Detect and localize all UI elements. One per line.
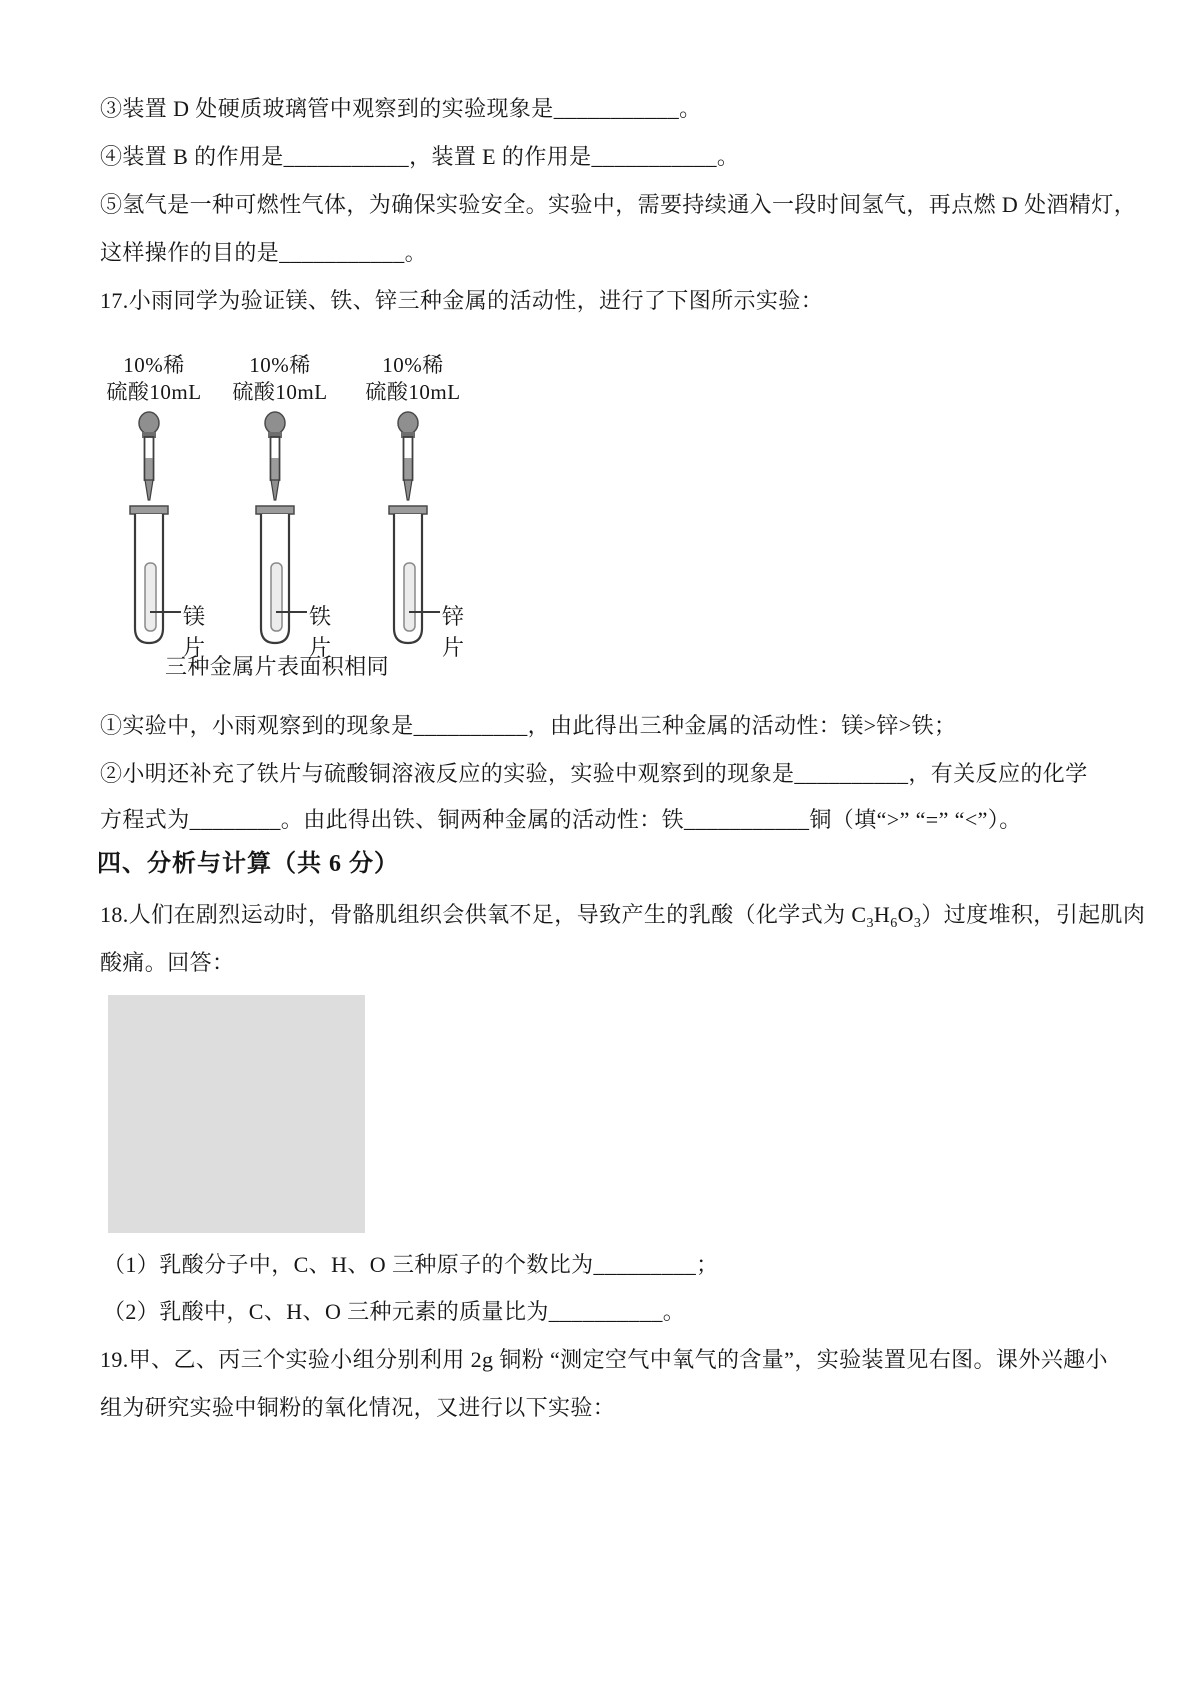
q16-item5-line2: 这样操作的目的是___________。 xyxy=(100,240,428,265)
photo-sky-background xyxy=(108,995,365,1233)
q17-sub1-text: ①实验中，小雨观察到的现象是__________，由此得出三种金属的活动性：镁>锌>铁； xyxy=(100,713,957,738)
q18-stem-pre: 18.人们在剧烈运动时，骨骼肌组织会供氧不足，导致产生的乳酸（化学式为 C xyxy=(100,902,867,927)
metal-activity-experiment-diagram xyxy=(100,350,540,660)
formula-subscript: 3 xyxy=(866,916,874,931)
reagent-label: 10%稀 硫酸10mL xyxy=(106,353,202,404)
q18-part1-text: （1）乳酸分子中，C、H、O 三种原子的个数比为_________； xyxy=(103,1252,719,1277)
q18-stem-post: ）过度堆积，引起肌肉 xyxy=(921,902,1146,927)
q16-item3-text: ③装置 D 处硬质玻璃管中观察到的实验现象是___________。 xyxy=(100,96,702,121)
diagram-caption: 三种金属片表面积相同 xyxy=(165,654,390,679)
formula-h: H xyxy=(873,902,891,927)
q18-stem-line1 xyxy=(100,901,1145,938)
q17-sub2-line2: 方程式为________。由此得出铁、铜两种金属的活动性：铁___________铜（填“>” “=” “<”）。 xyxy=(100,807,1022,832)
q19-line2-text: 组为研究实验中铜粉的氧化情况，又进行以下实验： xyxy=(100,1395,616,1420)
q16-item5-line1: ⑤氢气是一种可燃性气体，为确保实验安全。实验中，需要持续通入一段时间氢气，再点燃 D 处酒精灯， xyxy=(100,192,1137,217)
reagent-label: 10%稀 硫酸10mL xyxy=(232,353,328,404)
test-tube-column-iron xyxy=(215,350,335,660)
reagent-label: 10%稀 硫酸10mL xyxy=(365,353,461,404)
metal-strip-label: 镁片 xyxy=(183,604,208,660)
q18-stem-line2: 酸痛。回答： xyxy=(100,950,235,975)
q17-stem-text: 17.小雨同学为验证镁、铁、锌三种金属的活动性，进行了下图所示实验： xyxy=(100,288,824,313)
q16-item4-text: ④装置 B 的作用是___________，装置 E 的作用是___________。 xyxy=(100,144,740,169)
metal-strip-label: 锌片 xyxy=(442,604,467,660)
formula-subscript: 6 xyxy=(890,916,898,931)
metal-strip-label: 铁片 xyxy=(309,604,334,660)
q19-line1-text: 19.甲、乙、丙三个实验小组分别利用 2g 铜粉 “测定空气中氧气的含量”，实验装置见右图。课外兴趣小 xyxy=(100,1347,1108,1372)
q18-part2-text: （2）乳酸中，C、H、O 三种元素的质量比为__________。 xyxy=(103,1299,686,1324)
test-tube-column-zinc xyxy=(348,350,468,660)
q17-sub2-line1: ②小明还补充了铁片与硫酸铜溶液反应的实验，实验中观察到的现象是__________，有关反应的化学 xyxy=(100,761,1088,786)
section4-heading: 四、分析与计算（共 6 分） xyxy=(97,851,399,877)
formula-o: O xyxy=(897,902,914,927)
runner-legs-photo xyxy=(108,995,365,1233)
formula-subscript: 3 xyxy=(913,916,922,931)
test-tube-column-magnesium xyxy=(89,350,209,660)
